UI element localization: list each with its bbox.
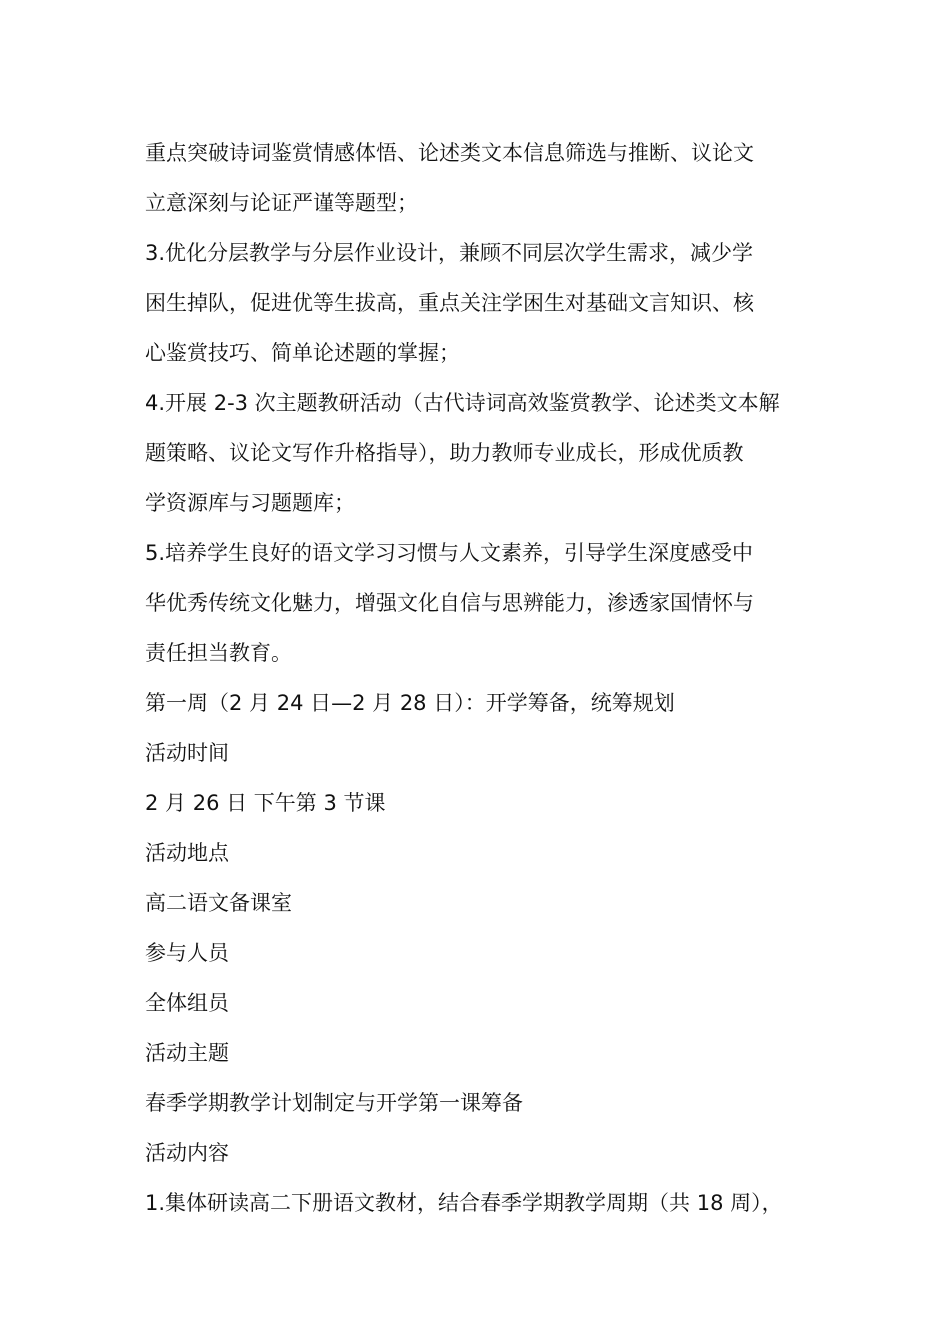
- field-label-activity-time: 活动时间: [145, 741, 229, 765]
- week-heading: 第一周（2 月 24 日—2 月 28 日）：开学筹备，统筹规划: [145, 691, 675, 715]
- paragraph-line: 1.集体研读高二下册语文教材，结合春季学期教学周期（共 18 周），: [145, 1191, 783, 1215]
- paragraph-line: 重点突破诗词鉴赏情感体悟、论述类文本信息筛选与推断、议论文: [145, 141, 754, 165]
- field-value-activity-location: 高二语文备课室: [145, 891, 292, 915]
- paragraph-line: 华优秀传统文化魅力，增强文化自信与思辨能力，渗透家国情怀与: [145, 591, 754, 615]
- field-label-participants: 参与人员: [145, 941, 229, 965]
- field-value-activity-time: 2 月 26 日 下午第 3 节课: [145, 791, 386, 815]
- field-label-activity-location: 活动地点: [145, 841, 229, 865]
- document-body: [145, 128, 825, 1228]
- paragraph-line: 责任担当教育。: [145, 641, 292, 665]
- field-value-participants: 全体组员: [145, 991, 229, 1015]
- paragraph-line: 困生掉队，促进优等生拔高，重点关注学困生对基础文言知识、核: [145, 291, 754, 315]
- paragraph-line: 心鉴赏技巧、简单论述题的掌握；: [145, 341, 460, 365]
- paragraph-line: 立意深刻与论证严谨等题型；: [145, 191, 418, 215]
- field-value-activity-theme: 春季学期教学计划制定与开学第一课筹备: [145, 1091, 523, 1115]
- field-label-activity-theme: 活动主题: [145, 1041, 229, 1065]
- paragraph-line: 5.培养学生良好的语文学习习惯与人文素养，引导学生深度感受中: [145, 541, 754, 565]
- paragraph-line: 题策略、议论文写作升格指导），助力教师专业成长，形成优质教: [145, 441, 744, 465]
- field-label-activity-content: 活动内容: [145, 1141, 229, 1165]
- paragraph-line: 4.开展 2-3 次主题教研活动（古代诗词高效鉴赏教学、论述类文本解: [145, 391, 780, 415]
- paragraph-line: 学资源库与习题题库；: [145, 491, 355, 515]
- paragraph-line: 3.优化分层教学与分层作业设计，兼顾不同层次学生需求，减少学: [145, 241, 754, 265]
